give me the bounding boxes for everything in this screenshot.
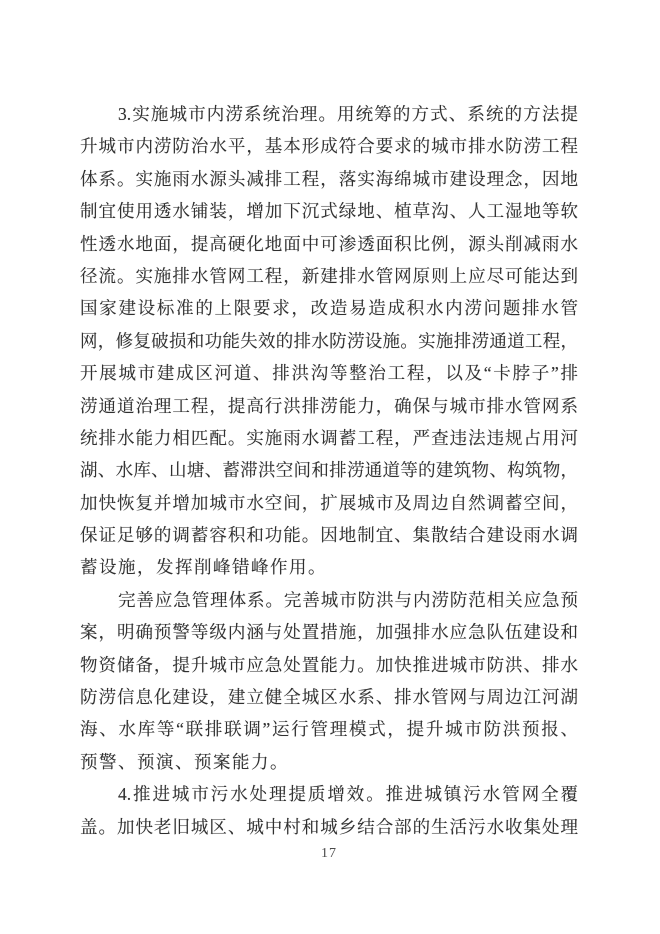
text-line: 涝通道治理工程，提高行洪排涝能力，确保与城市排水管网系 <box>80 395 578 416</box>
text-line: 物资储备，提升城市应急处置能力。加快推进城市防洪、排水 <box>80 654 578 675</box>
text-line: 国家建设标准的上限要求，改造易造成积水内涝问题排水管 <box>80 298 578 319</box>
text-line: 性透水地面，提高硬化地面中可渗透面积比例，源头削减雨水 <box>80 233 578 254</box>
document-text-block <box>80 98 578 843</box>
text-line: 体系。实施雨水源头减排工程，落实海绵城市建设理念，因地 <box>80 168 578 189</box>
text-line: 蓄设施，发挥削峰错峰作用。 <box>80 557 327 578</box>
text-line: 海、水库等“联排联调”运行管理模式，提升城市防洪预报、 <box>80 719 578 740</box>
text-line: 加快恢复并增加城市水空间，扩展城市及周边自然调蓄空间， <box>80 492 578 513</box>
text-line: 统排水能力相匹配。实施雨水调蓄工程，严查违法违规占用河 <box>80 427 578 448</box>
text-line: 保证足够的调蓄容积和功能。因地制宜、集散结合建设雨水调 <box>80 525 578 546</box>
text-line: 预警、预演、预案能力。 <box>80 751 289 772</box>
text-line: 案，明确预警等级内涵与处置措施，加强排水应急队伍建设和 <box>80 622 578 643</box>
page-number: 17 <box>321 846 337 861</box>
text-line: 升城市内涝防治水平，基本形成符合要求的城市排水防涝工程 <box>80 136 578 157</box>
text-line: 防涝信息化建设，建立健全城区水系、排水管网与周边江河湖 <box>80 687 578 708</box>
text-line: 湖、水库、山塘、蓄滞洪空间和排涝通道等的建筑物、构筑物， <box>80 460 578 481</box>
text-line: 4.推进城市污水处理提质增效。推进城镇污水管网全覆 <box>118 784 578 805</box>
text-line: 盖。加快老旧城区、城中村和城乡结合部的生活污水收集处理 <box>80 816 578 837</box>
text-line: 开展城市建成区河道、排洪沟等整治工程，以及“卡脖子”排 <box>80 363 578 384</box>
text-line: 制宜使用透水铺装，增加下沉式绿地、植草沟、人工湿地等软 <box>80 201 578 222</box>
text-line: 完善应急管理体系。完善城市防洪与内涝防范相关应急预 <box>118 589 578 610</box>
text-line: 3.实施城市内涝系统治理。用统筹的方式、系统的方法提 <box>118 104 578 124</box>
text-line: 径流。实施排水管网工程，新建排水管网原则上应尽可能达到 <box>80 265 578 286</box>
text-line: 网，修复破损和功能失效的排水防涝设施。实施排涝通道工程， <box>80 330 578 351</box>
